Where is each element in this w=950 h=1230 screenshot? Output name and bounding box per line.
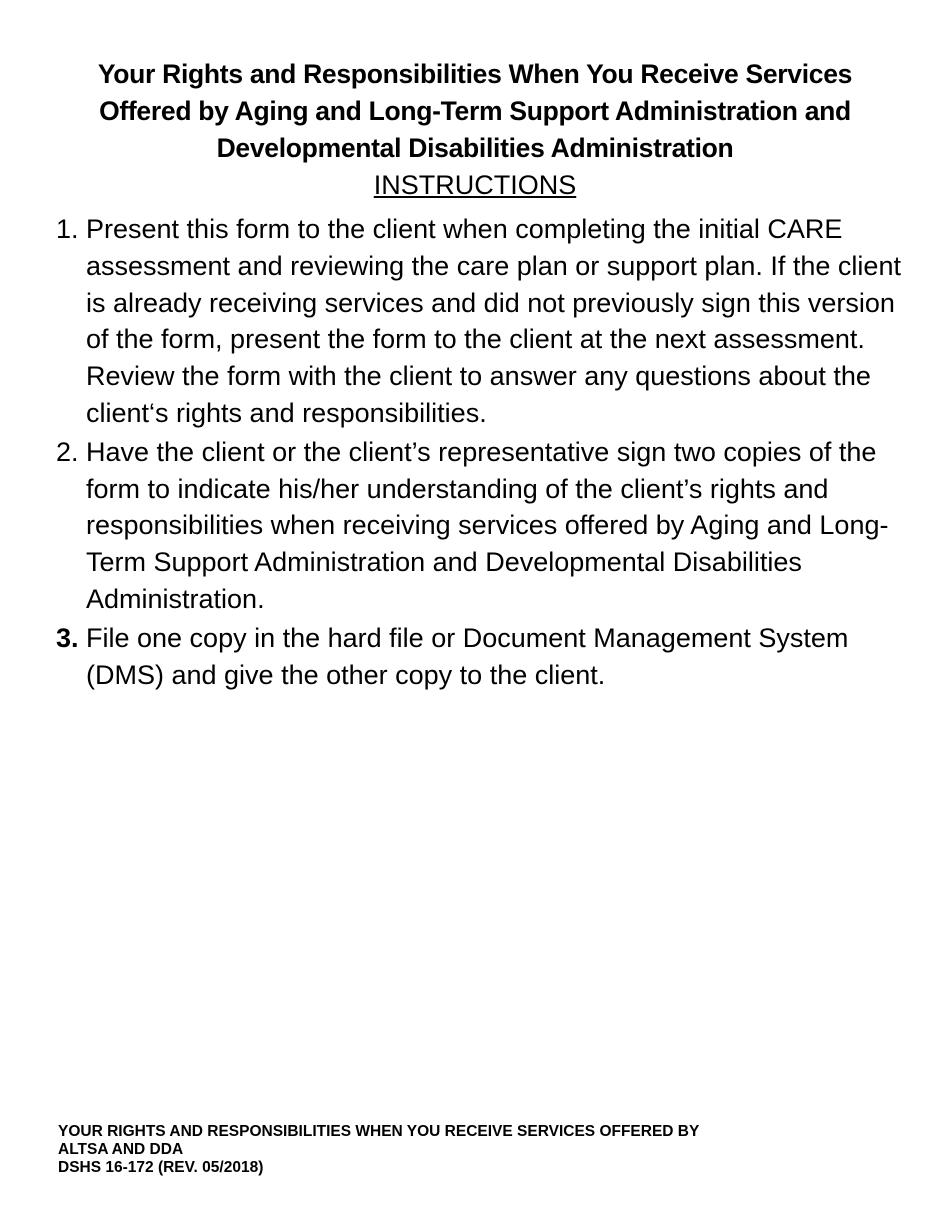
- item-number: 2.: [56, 436, 79, 467]
- list-item: [56, 620, 916, 694]
- form-number: DSHS 16-172 (REV. 05/2018): [58, 1159, 264, 1176]
- document-title: [40, 56, 910, 167]
- title-line: Offered by Aging and Long-Term Support Administration and: [99, 96, 851, 126]
- instructions-list: [56, 211, 916, 695]
- instructions-heading: INSTRUCTIONS: [373, 170, 577, 200]
- title-line: Developmental Disabilities Administration: [216, 133, 734, 163]
- list-item: [56, 211, 916, 432]
- footer: [58, 1123, 699, 1177]
- item-number: 1.: [56, 214, 79, 244]
- item-text: Present this form to the client when completing the initial CARE assessment and reviewing the care plan or support plan. If the client is already receiving services and did not previously sign this version of the form, present the form to the client at the next assessment. Review the form with the client to answer any questions about the client‘s rights and responsibilities.: [86, 214, 901, 428]
- item-number: 3.: [56, 622, 79, 653]
- list-item: [56, 434, 916, 618]
- item-text: File one copy in the hard file or Document Management System (DMS) and give the other copy to the client.: [86, 622, 849, 690]
- footer-line: YOUR RIGHTS AND RESPONSIBILITIES WHEN YOU RECEIVE SERVICES OFFERED BY: [58, 1123, 700, 1140]
- item-text: Have the client or the client’s representative sign two copies of the form to indicate his/her understanding of the client’s rights and responsibilities when receiving services offered by Aging and Long-Term Support Administration and Developmental Disabilities Administration.: [86, 436, 889, 614]
- title-line: Your Rights and Responsibilities When You Receive Services: [97, 59, 853, 89]
- footer-line: ALTSA AND DDA: [58, 1141, 184, 1158]
